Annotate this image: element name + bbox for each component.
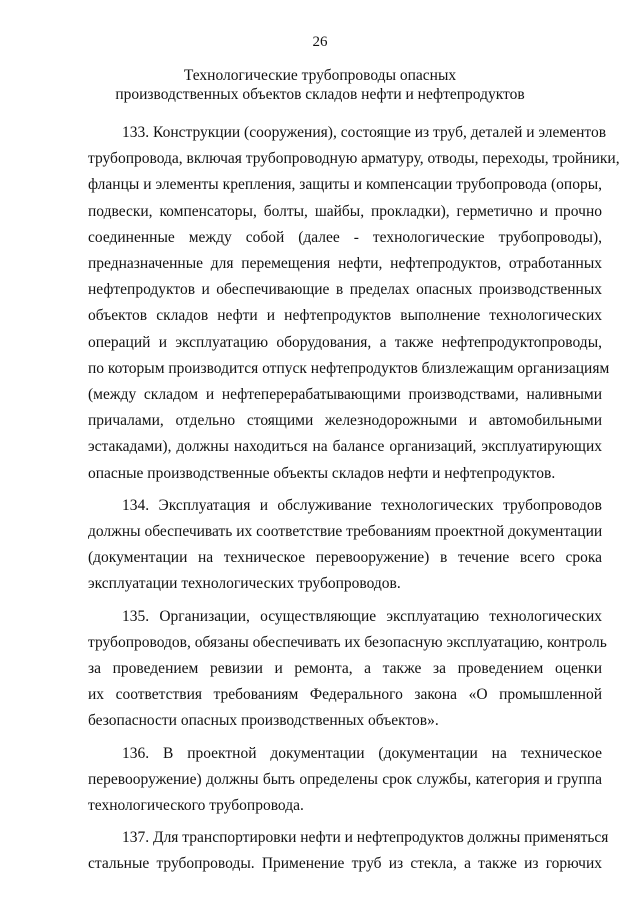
paragraph-line: их соответствия требованиям Федерального закона «О промышленной — [88, 686, 602, 704]
paragraph-line: нефтепродуктов и обеспечивающие в пределах опасных производственных — [88, 281, 602, 299]
paragraph-line: 133. Конструкции (сооружения), состоящие из труб, деталей и элементов — [122, 124, 607, 141]
paragraph-line: стальные трубопроводы. Применение труб из стекла, а также из горючих — [88, 855, 602, 873]
paragraph-item-4 — [88, 741, 602, 820]
paragraph-line: за проведением ревизии и ремонта, а также за проведением оценки — [88, 660, 602, 678]
section-title-line-2: производственных объектов складов нефти и нефтепродуктов — [115, 86, 525, 103]
paragraph-line: предназначенные для перемещения нефти, нефтепродуктов, отработанных — [88, 255, 602, 273]
paragraph-line: эстакадами), должны находиться на балансе организаций, эксплуатирующих — [88, 438, 602, 456]
paragraph-line: 135. Организации, осуществляющие эксплуатацию технологических — [122, 607, 602, 625]
paragraph-line: (между складом и нефтеперерабатывающими производствами, наливными — [88, 386, 602, 404]
paragraph-line: трубопроводов, обязаны обеспечивать их безопасную эксплуатацию, контроль — [88, 633, 607, 651]
paragraph-line: подвески, компенсаторы, болты, шайбы, прокладки), герметично и прочно — [88, 202, 602, 220]
section-title-line-1: Технологические трубопроводы опасных — [183, 67, 457, 84]
paragraph-item-5 — [88, 825, 609, 877]
paragraph-line: опасные производственные объекты складов нефти и нефтепродуктов. — [88, 464, 556, 482]
paragraph-line: по которым производится отпуск нефтепродуктов близлежащим организациям — [88, 359, 610, 377]
paragraph-line: перевооружение) должны быть определены срок службы, категория и группа — [88, 770, 602, 788]
paragraph-line: 137. Для транспортировки нефти и нефтепродуктов должны применяться — [122, 829, 609, 847]
paragraph-item-2 — [88, 493, 602, 598]
paragraph-line: безопасности опасных производственных объектов». — [88, 712, 439, 730]
paragraph-item-1 — [88, 120, 620, 487]
body-text — [88, 120, 620, 878]
paragraph-item-3 — [88, 604, 607, 735]
paragraph-line: (документации на техническое перевооружение) в течение всего срока — [88, 549, 602, 567]
section-title — [0, 66, 640, 104]
page-number: 26 — [312, 34, 328, 50]
paragraph-line: эксплуатации технологических трубопроводов. — [88, 575, 401, 593]
paragraph-line: 134. Эксплуатация и обслуживание технологических трубопроводов — [122, 496, 602, 514]
paragraph-line: соединенные между собой (далее - технологические трубопроводы), — [88, 228, 602, 246]
paragraph-line: должны обеспечивать их соответствие требованиям проектной документации — [88, 523, 603, 541]
paragraph-line: объектов складов нефти и нефтепродуктов выполнение технологических — [88, 307, 602, 325]
paragraph-line: трубопровода, включая трубопроводную арматуру, отводы, переходы, тройники, — [88, 150, 620, 168]
paragraph-line: 136. В проектной документации (документации на техническое — [122, 744, 602, 762]
paragraph-line: фланцы и элементы крепления, защиты и компенсации трубопровода (опоры, — [88, 176, 602, 194]
paragraph-line: технологического трубопровода. — [88, 797, 304, 815]
paragraph-line: причалами, отдельно стоящими железнодорожными и автомобильными — [88, 412, 602, 430]
paragraph-line: операций и эксплуатацию оборудования, а также нефтепродуктопроводы, — [88, 333, 602, 351]
